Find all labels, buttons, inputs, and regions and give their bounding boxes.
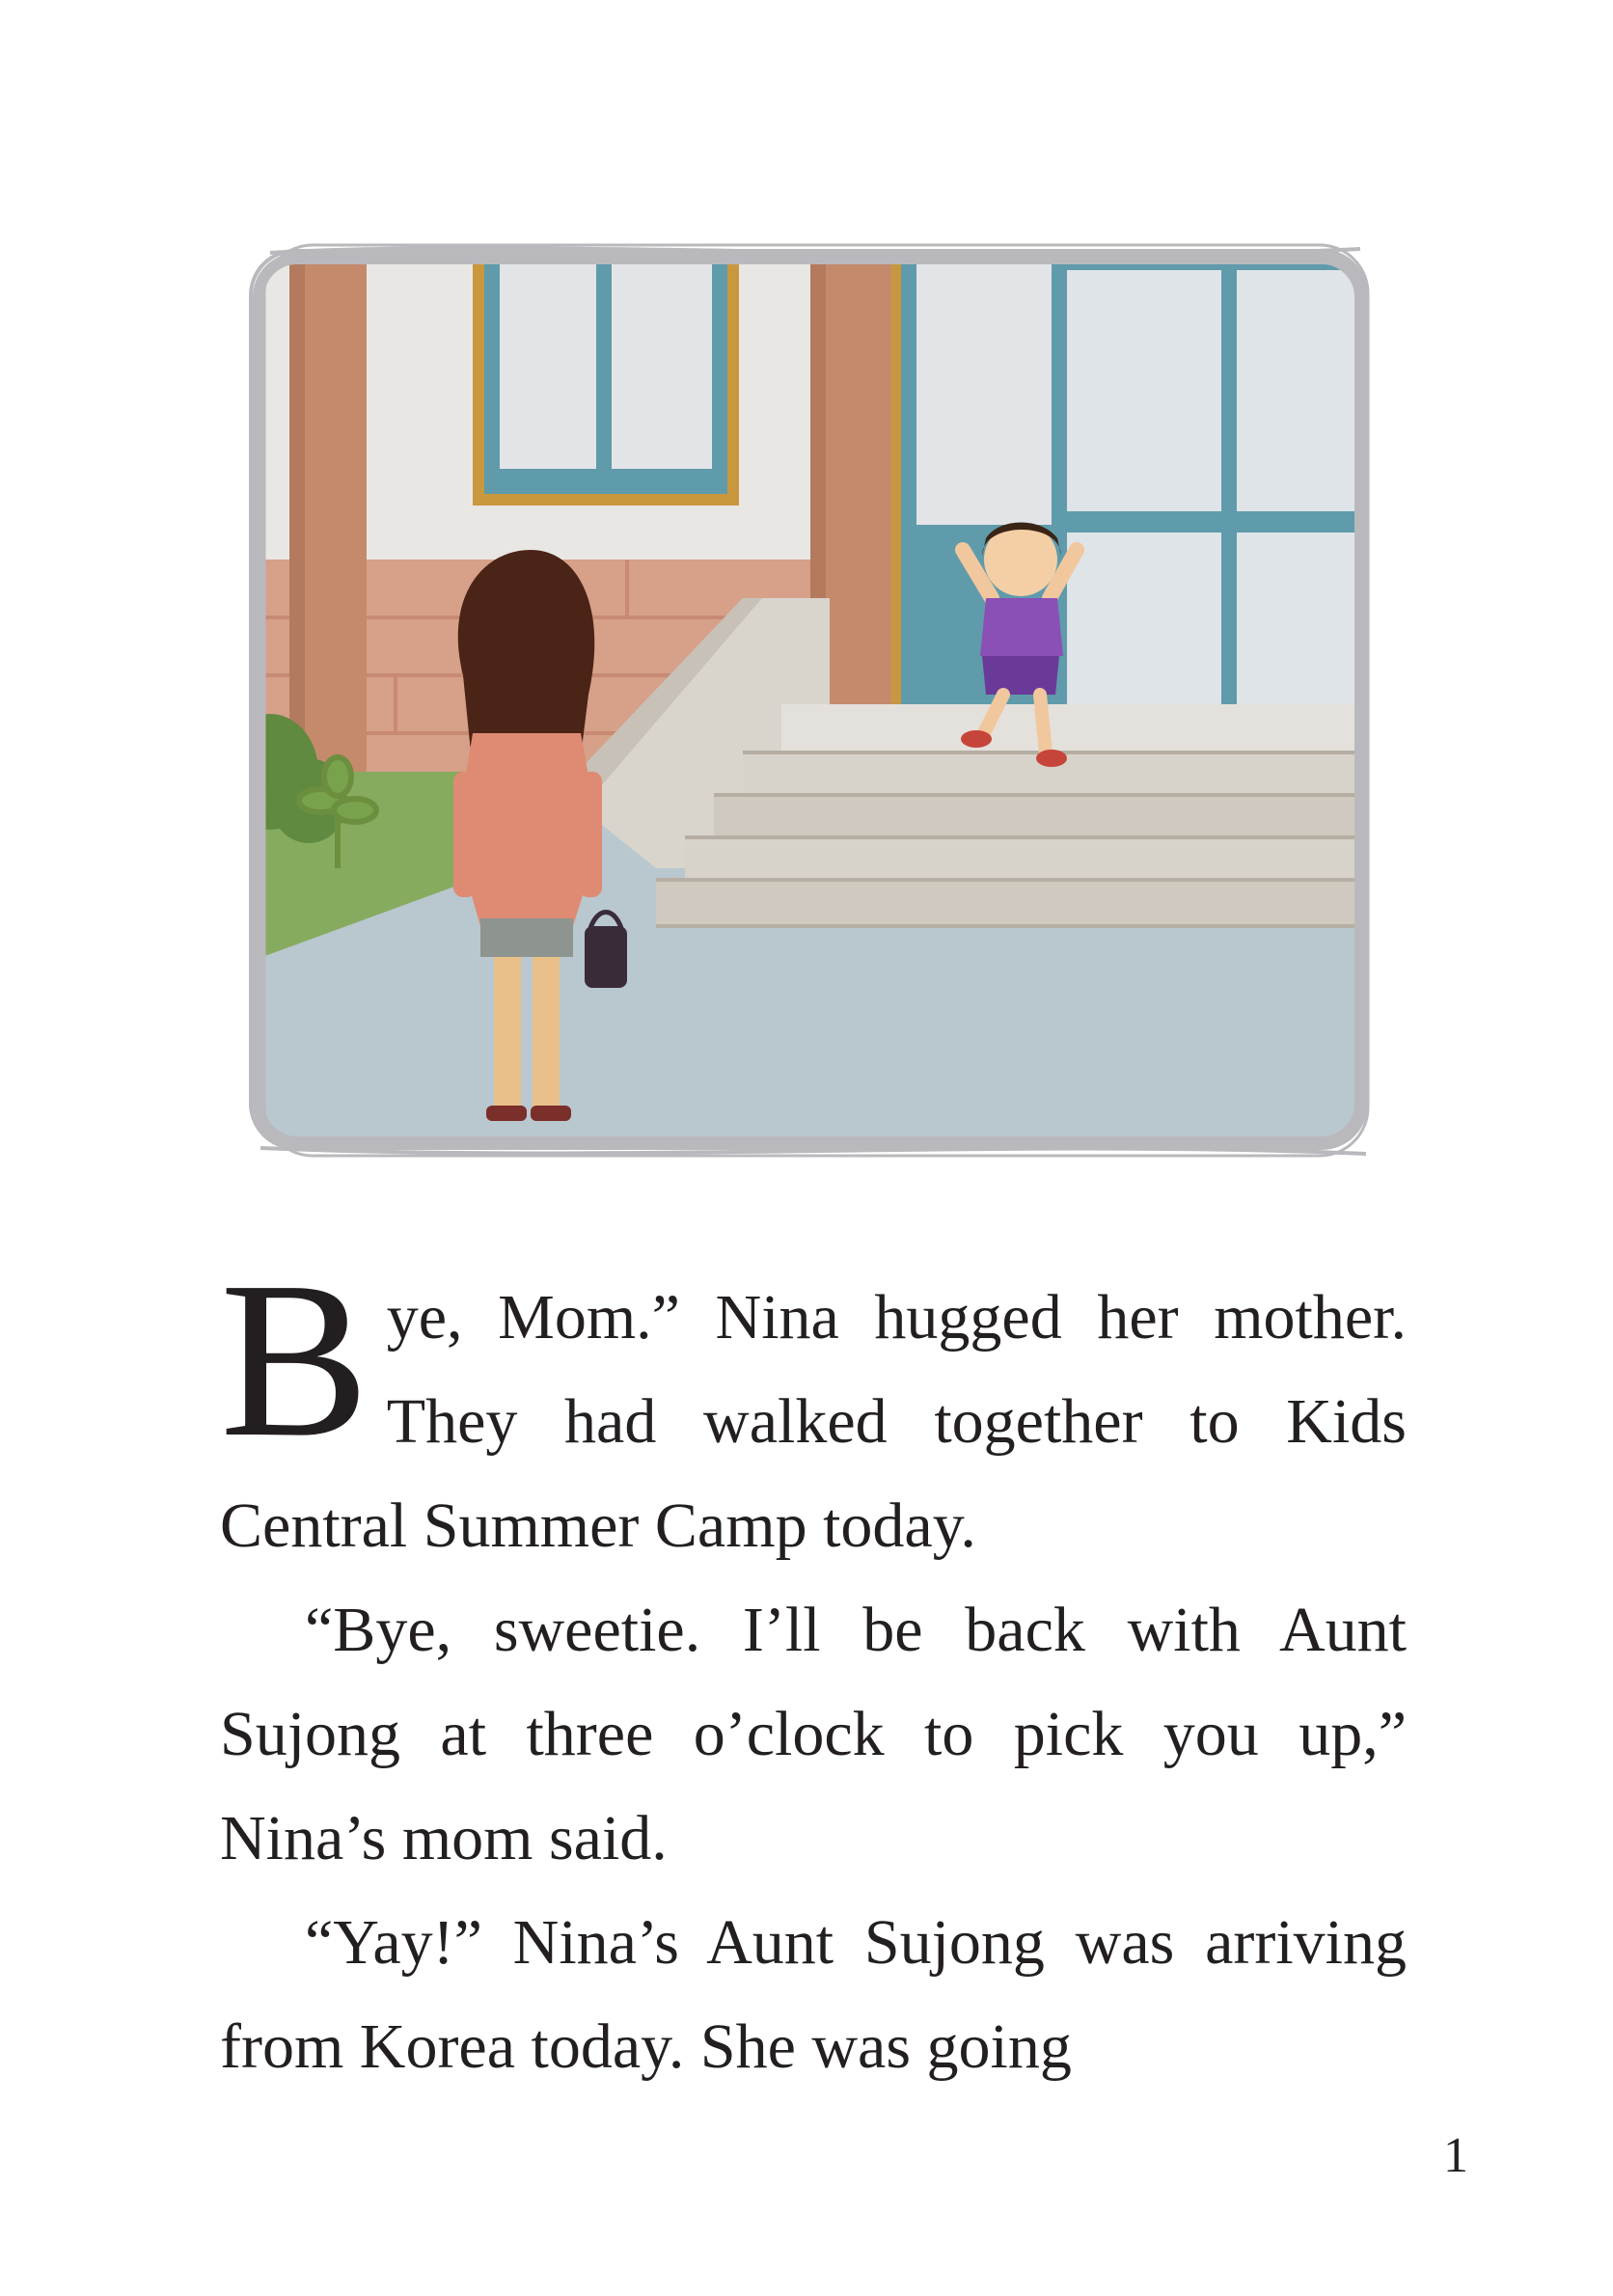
upper-window	[473, 232, 739, 506]
drop-cap-letter: B	[220, 1236, 369, 1484]
page-number: 1	[1443, 2128, 1468, 2183]
story-paragraph-2: “Bye, sweetie. I’ll be back with Aunt Sujong at three o’clock to pick you up,” Nina’s mom said.	[220, 1595, 1407, 1873]
school-entrance-scene	[241, 232, 1380, 1167]
story-illustration	[241, 232, 1380, 1167]
story-text	[220, 1236, 1407, 2099]
story-paragraph-3: “Yay!” Nina’s Aunt Sujong was arriving from Korea today. She was going	[220, 1907, 1407, 2082]
entrance-doors	[891, 232, 1380, 724]
story-paragraph-1-text: ye, Mom.” Nina hugged her mother. They had walked together to Kids Central Summer Camp today.	[220, 1282, 1407, 1561]
story-paragraph-1	[220, 1236, 1407, 1578]
